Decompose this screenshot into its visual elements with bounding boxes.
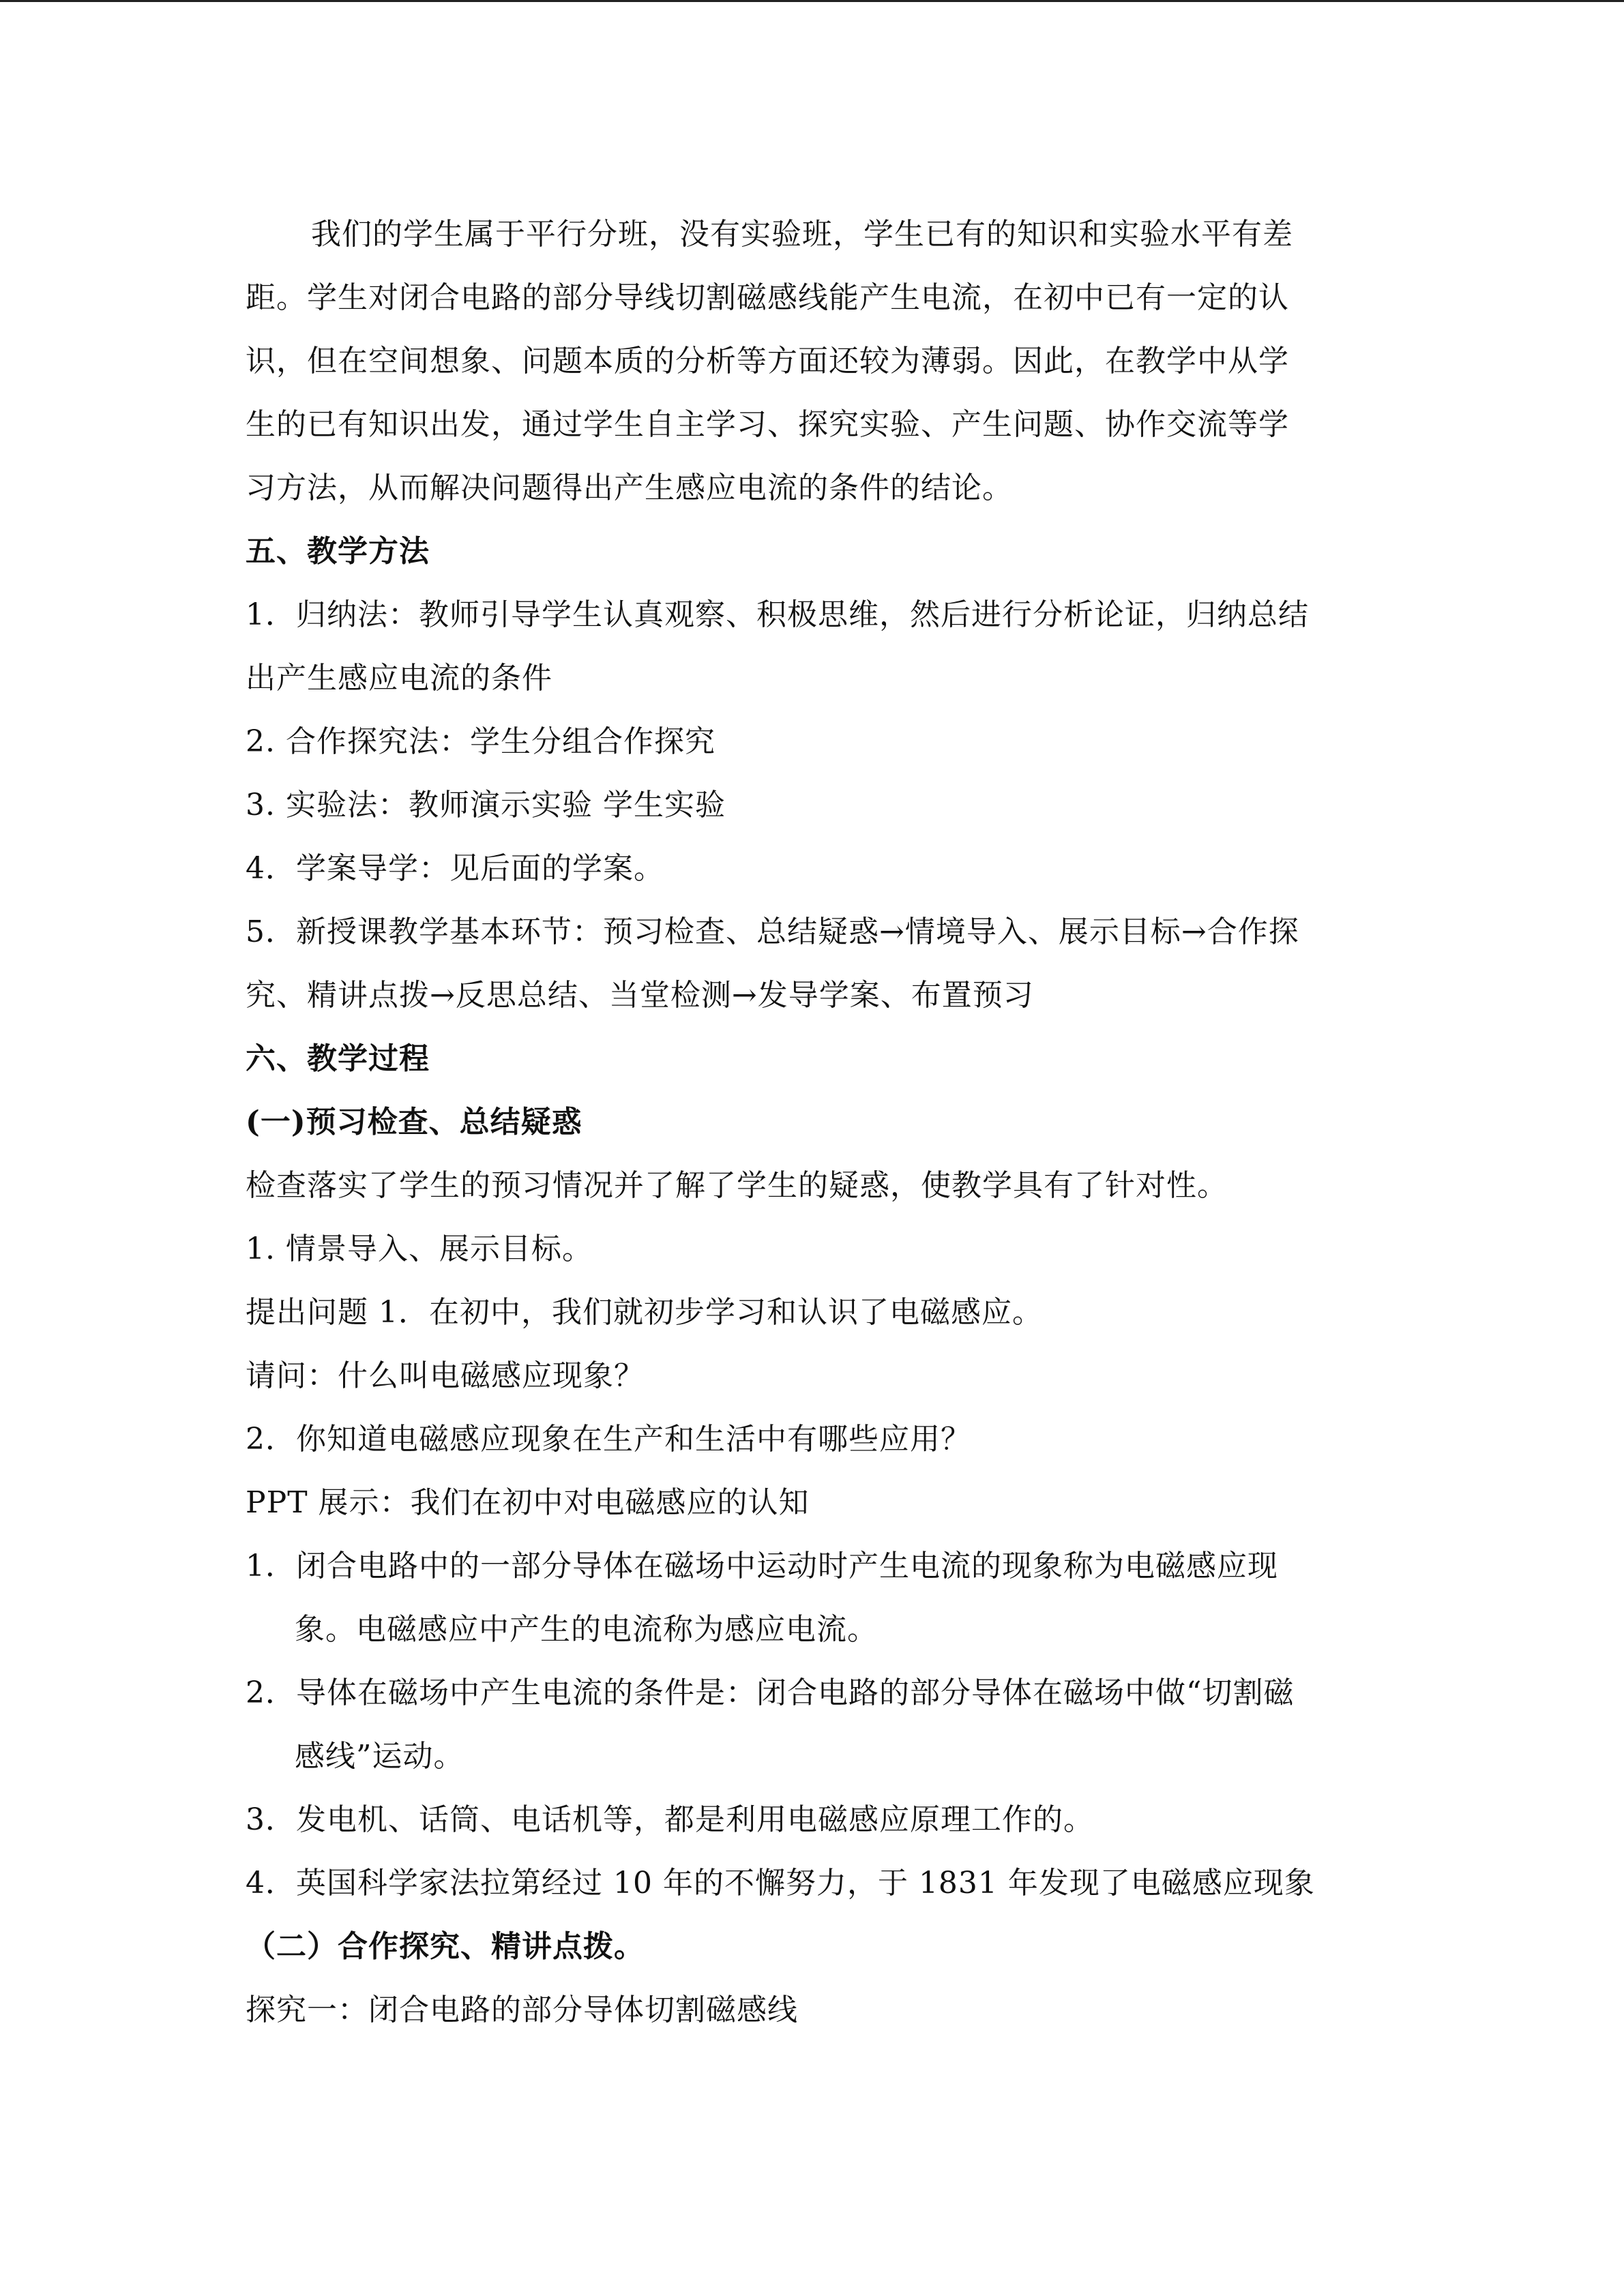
paragraph-line: 提出问题 1．在初中，我们就初步学习和认识了电磁感应。: [246, 1295, 1043, 1330]
paragraph-line: 2．你知道电磁感应现象在生产和生活中有哪些应用？: [246, 1422, 971, 1457]
methods-list: [246, 583, 1378, 1027]
subsection-heading-inquiry: （二）合作探究、精讲点拨。: [246, 1929, 645, 1964]
list-item: 5．新授课教学基本环节：预习检查、总结疑惑→情境导入、展示目标→合作探: [246, 914, 1299, 949]
paragraph-line: 探究一：闭合电路的部分导体切割磁感线: [246, 1993, 798, 2027]
list-item: 究、精讲点拨→反思总结、当堂检测→发导学案、布置预习: [246, 978, 1034, 1013]
list-item: 4．英国科学家法拉第经过 10 年的不懈努力，于 1831 年发现了电磁感应现象: [246, 1866, 1315, 1900]
paragraph-line: 习方法，从而解决问题得出产生感应电流的条件的结论。: [246, 471, 1013, 505]
paragraph-line: 请问：什么叫电磁感应现象？: [246, 1358, 645, 1393]
document-body: [246, 203, 1378, 2042]
list-item-continuation: 感线”运动。: [295, 1739, 464, 1774]
intro-paragraph: [246, 203, 1378, 520]
paragraph-line: 1. 情景导入、展示目标。: [246, 1232, 593, 1266]
section-heading-process: 六、教学过程: [246, 1041, 430, 1076]
ppt-points-list: [246, 1534, 1378, 1915]
list-item: 4．学案导学：见后面的学案。: [246, 851, 664, 886]
paragraph-line: 距。学生对闭合电路的部分导线切割磁感线能产生电流，在初中已有一定的认: [246, 280, 1289, 315]
section-heading-methods: 五、教学方法: [246, 534, 430, 569]
list-item: 1．闭合电路中的一部分导体在磁场中运动时产生电流的现象称为电磁感应现: [246, 1549, 1278, 1583]
preview-content: [246, 1154, 1378, 1534]
list-item: 出产生感应电流的条件: [246, 661, 552, 696]
list-item: 1．归纳法：教师引导学生认真观察、积极思维，然后进行分析论证，归纳总结: [246, 597, 1309, 632]
list-item: 3．发电机、话筒、电话机等，都是利用电磁感应原理工作的。: [246, 1802, 1094, 1837]
paragraph-line: 识，但在空间想象、问题本质的分析等方面还较为薄弱。因此，在教学中从学: [246, 344, 1289, 378]
list-item-continuation: 象。电磁感应中产生的电流称为感应电流。: [295, 1612, 878, 1647]
paragraph-line: 检查落实了学生的预习情况并了解了学生的疑惑，使教学具有了针对性。: [246, 1168, 1228, 1203]
subsection-heading-preview: (一)预习检查、总结疑惑: [246, 1105, 582, 1139]
list-item: 2．导体在磁场中产生电流的条件是：闭合电路的部分导体在磁场中做“切割磁: [246, 1675, 1295, 1710]
paragraph-line: 我们的学生属于平行分班，没有实验班，学生已有的知识和实验水平有差: [311, 217, 1293, 252]
paragraph-line: 生的已有知识出发，通过学生自主学习、探究实验、产生问题、协作交流等学: [246, 407, 1289, 442]
paragraph-line: PPT 展示：我们在初中对电磁感应的认知: [246, 1485, 810, 1520]
top-border: [0, 0, 1624, 2]
list-item: 3. 实验法：教师演示实验 学生实验: [246, 788, 726, 822]
list-item: 2. 合作探究法：学生分组合作探究: [246, 724, 715, 759]
